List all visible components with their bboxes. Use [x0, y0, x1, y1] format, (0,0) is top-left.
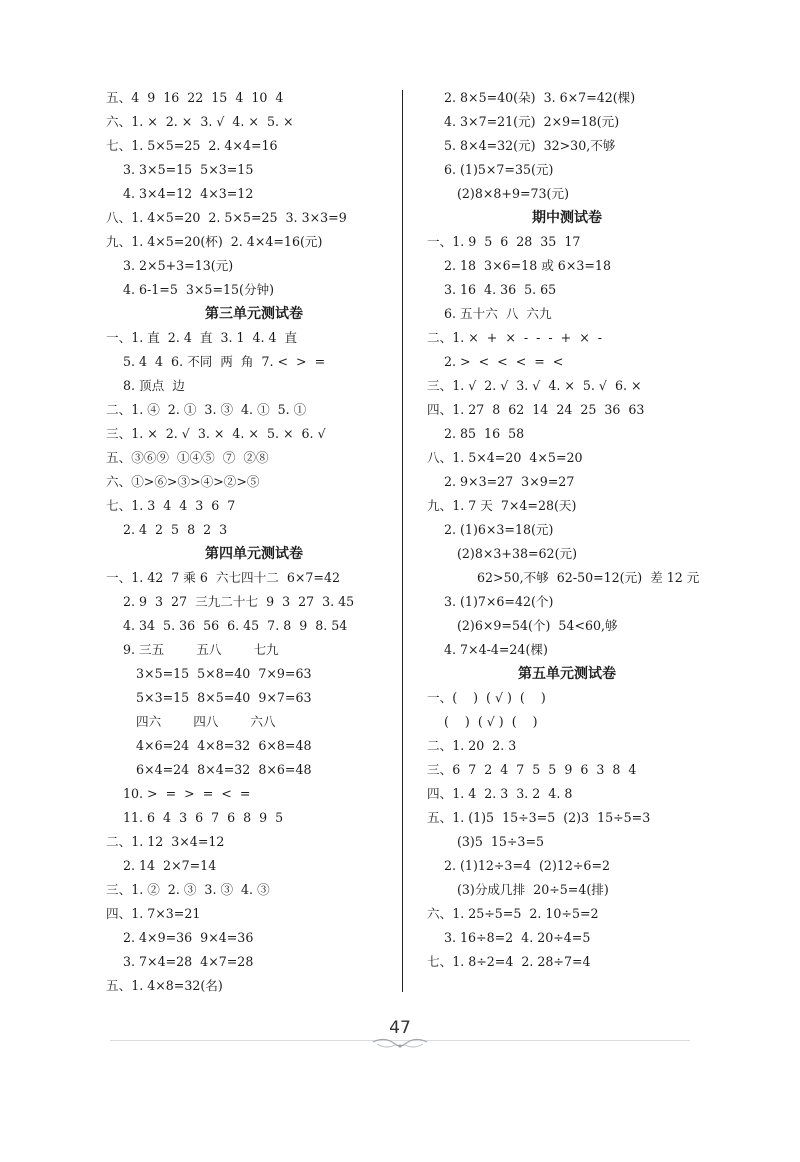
- answer-line: 6. 五十六 八 六九: [444, 306, 552, 321]
- answer-line: ( ) ( √ ) ( ): [444, 714, 538, 729]
- answer-line: 2. 8×5=40(朵) 3. 6×7=42(棵): [444, 90, 636, 105]
- answer-line: 3. (1)7×6=42(个): [444, 594, 554, 609]
- section-heading: 第三单元测试卷: [205, 306, 303, 322]
- answer-line: 3×5=15 5×8=40 7×9=63: [136, 666, 312, 681]
- answer-line: 62>50,不够 62-50=12(元) 差 12 元: [477, 570, 700, 585]
- answer-line: 8. 顶点 边: [123, 378, 185, 393]
- answer-line: 3. 16 4. 36 5. 65: [444, 282, 557, 297]
- answer-line: 3. 16÷8=2 4. 20÷4=5: [444, 930, 591, 945]
- answer-line: 一、( ) ( √ ) ( ): [427, 690, 546, 705]
- answer-line: 2. 4 2 5 8 2 3: [123, 522, 228, 537]
- answer-line: 2. 9 3 27 三九二十七 9 3 27 3. 45: [123, 594, 355, 609]
- answer-line: 6×4=24 8×4=32 8×6=48: [136, 762, 312, 777]
- answer-line: 二、1. ④ 2. ① 3. ③ 4. ① 5. ①: [106, 402, 307, 417]
- answer-line: 2. (1)12÷3=4 (2)12÷6=2: [444, 858, 611, 873]
- answer-line: 七、1. 5×5=25 2. 4×4=16: [106, 138, 278, 153]
- answer-line: 三、1. × 2. √ 3. × 4. × 5. × 6. √: [106, 426, 326, 441]
- answer-line: 三、1. ② 2. ③ 3. ③ 4. ③: [106, 882, 270, 897]
- answer-line: 五、③⑥⑨ ①④⑤ ⑦ ②⑧: [106, 450, 269, 465]
- answer-line: 四、1. 4 2. 3 3. 2 4. 8: [427, 786, 573, 801]
- answer-line: 七、1. 3 4 4 3 6 7: [106, 498, 236, 513]
- answer-line: (3)分成几排 20÷5=4(排): [457, 882, 609, 897]
- section-heading: 第五单元测试卷: [518, 666, 616, 682]
- answer-line: 二、1. 12 3×4=12: [106, 834, 225, 849]
- answer-line: 六、1. 25÷5=5 2. 10÷5=2: [427, 906, 599, 921]
- answer-line: 4. 3×4=12 4×3=12: [123, 186, 254, 201]
- ornament-icon: [365, 1032, 435, 1052]
- answer-line: 六、1. × 2. × 3. √ 4. × 5. ×: [106, 114, 294, 129]
- answer-line: 3. 2×5+3=13(元): [123, 258, 234, 273]
- answer-line: 一、1. 直 2. 4 直 3. 1 4. 4 直: [106, 330, 298, 345]
- answer-line: (3)5 15÷3=5: [457, 834, 545, 849]
- answer-line: 5. 8×4=32(元) 32>30,不够: [444, 138, 616, 153]
- answer-line: 八、1. 5×4=20 4×5=20: [427, 450, 583, 465]
- answer-line: 二、1. 20 2. 3: [427, 738, 517, 753]
- answer-line: 2. 14 2×7=14: [123, 858, 217, 873]
- answer-line: 2. > < < < = <: [444, 354, 564, 369]
- page-footer: [110, 1018, 690, 1058]
- answer-line: 七、1. 8÷2=4 2. 28÷7=4: [427, 954, 591, 969]
- column-divider: [402, 90, 403, 992]
- right-column: [427, 86, 707, 974]
- answer-line: 2. 85 16 58: [444, 426, 525, 441]
- answer-line: 六、①>⑥>③>④>②>⑤: [106, 474, 260, 489]
- answer-line: 五、1. (1)5 15÷3=5 (2)3 15÷5=3: [427, 810, 651, 825]
- answer-line: 5. 4 4 6. 不同 两 角 7. < > =: [123, 354, 326, 369]
- answer-line: 4. 7×4-4=24(棵): [444, 642, 548, 657]
- answer-line: 2. 4×9=36 9×4=36: [123, 930, 254, 945]
- answer-line: 11. 6 4 3 6 7 6 8 9 5: [123, 810, 284, 825]
- answer-line: 八、1. 4×5=20 2. 5×5=25 3. 3×3=9: [106, 210, 347, 225]
- answer-line: 6. (1)5×7=35(元): [444, 162, 554, 177]
- answer-line: 四六 四八 六八: [136, 714, 276, 729]
- answer-line: 2. (1)6×3=18(元): [444, 522, 554, 537]
- answer-line: 四、1. 27 8 62 14 24 25 36 63: [427, 402, 645, 417]
- answer-line: (2)8×3+38=62(元): [457, 546, 577, 561]
- answer-line: 10. > = > = < =: [123, 786, 251, 801]
- answer-line: 4. 3×7=21(元) 2×9=18(元): [444, 114, 620, 129]
- section-heading: 第四单元测试卷: [205, 546, 303, 562]
- answer-line: 4. 6-1=5 3×5=15(分钟): [123, 282, 275, 297]
- answer-line: 一、1. 42 7 乘 6 六七四十二 6×7=42: [106, 570, 340, 585]
- answer-line: 2. 9×3=27 3×9=27: [444, 474, 575, 489]
- section-heading: 期中测试卷: [532, 210, 602, 226]
- answer-line: 3. 7×4=28 4×7=28: [123, 954, 254, 969]
- answer-line: (2)8×8+9=73(元): [457, 186, 569, 201]
- answer-line: 5×3=15 8×5=40 9×7=63: [136, 690, 312, 705]
- answer-line: 三、6 7 2 4 7 5 5 9 6 3 8 4: [427, 762, 637, 777]
- answer-line: 9. 三五 五八 七九: [123, 642, 279, 657]
- answer-line: 九、1. 7 天 7×4=28(天): [427, 498, 577, 513]
- answer-line: 九、1. 4×5=20(杯) 2. 4×4=16(元): [106, 234, 323, 249]
- answer-line: 一、1. 9 5 6 28 35 17: [427, 234, 581, 249]
- left-column: [106, 86, 402, 998]
- answer-line: 3. 3×5=15 5×3=15: [123, 162, 254, 177]
- answer-line: 四、1. 7×3=21: [106, 906, 201, 921]
- answer-line: 二、1. × + × - - - + × -: [427, 330, 603, 345]
- answer-line: 五、4 9 16 22 15 4 10 4: [106, 90, 284, 105]
- answer-line: 4×6=24 4×8=32 6×8=48: [136, 738, 312, 753]
- answer-line: 三、1. √ 2. √ 3. √ 4. × 5. √ 6. ×: [427, 378, 642, 393]
- answer-line: 4. 34 5. 36 56 6. 45 7. 8 9 8. 54: [123, 618, 348, 633]
- page-number: 47: [389, 1018, 411, 1038]
- answer-line: 2. 18 3×6=18 或 6×3=18: [444, 258, 611, 273]
- answer-line: 五、1. 4×8=32(名): [106, 978, 223, 993]
- answer-line: (2)6×9=54(个) 54<60,够: [457, 618, 618, 633]
